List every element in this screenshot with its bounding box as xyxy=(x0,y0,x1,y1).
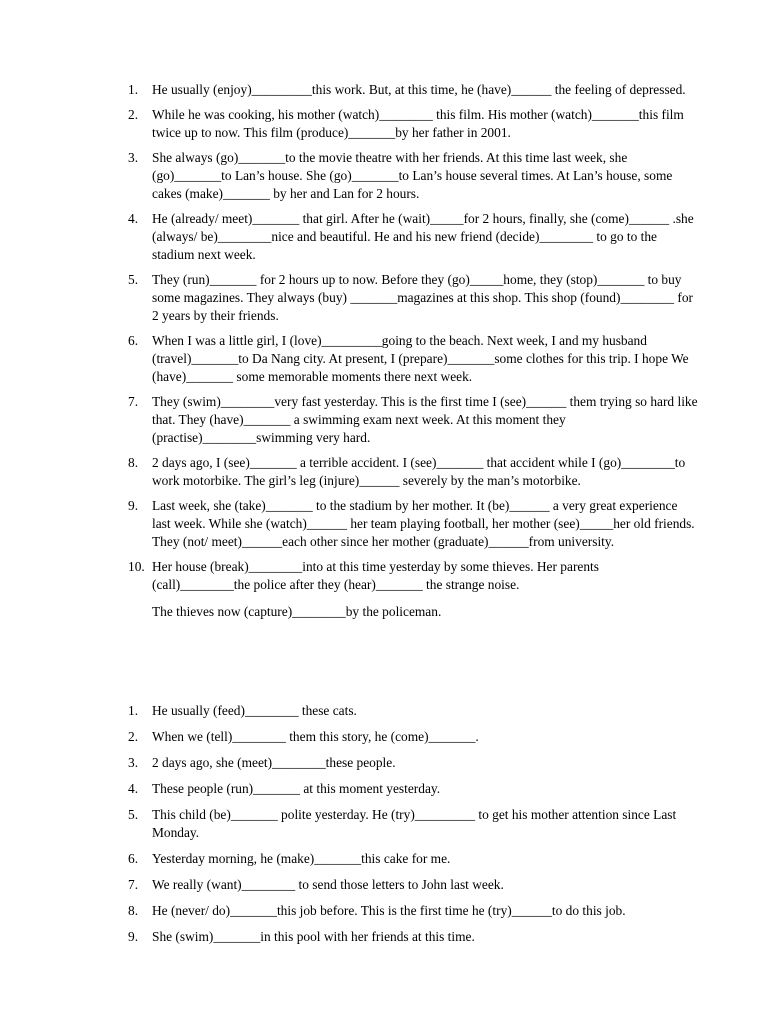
item-text: He (never/ do)_______this job before. This is the first time he (try)______to do this job. xyxy=(152,903,626,918)
item-text: He (already/ meet)_______ that girl. After he (wait)_____for 2 hours, finally, she (come)______ .she (always/ be)________nice and beautiful. He and his new friend (decide)________ to go to the stadium next week. xyxy=(152,211,694,262)
list-item xyxy=(128,850,698,868)
exercise-list-one xyxy=(128,81,698,629)
item-number: 4. xyxy=(128,211,139,226)
item-number: 9. xyxy=(128,929,139,944)
list-item xyxy=(128,780,698,798)
list-item xyxy=(128,558,698,594)
item-text: When we (tell)________ them this story, he (come)_______. xyxy=(152,729,479,744)
item-text: She (swim)_______in this pool with her friends at this time. xyxy=(152,929,475,944)
list-item xyxy=(128,754,698,772)
exercise-list-two xyxy=(128,702,698,954)
list-item xyxy=(128,81,698,99)
list-item xyxy=(128,876,698,894)
item-number: 2. xyxy=(128,107,139,122)
item-number: 5. xyxy=(128,272,139,287)
item-text: Yesterday morning, he (make)_______this cake for me. xyxy=(152,851,451,866)
item-text: We really (want)________ to send those letters to John last week. xyxy=(152,877,504,892)
item-number: 7. xyxy=(128,877,139,892)
list-item xyxy=(128,271,698,325)
list-item xyxy=(128,497,698,551)
item-number: 4. xyxy=(128,781,139,796)
list-item xyxy=(128,106,698,142)
item-text: They (run)_______ for 2 hours up to now. Before they (go)_____home, they (stop)_______ to buy some magazines. They always (buy) _______magazines at this shop. This shop (found)________ for 2 years by their friends. xyxy=(152,272,693,323)
item-text: He usually (enjoy)_________this work. But, at this time, he (have)______ the feeling of depressed. xyxy=(152,82,686,97)
item-number: 1. xyxy=(128,703,139,718)
list-item xyxy=(128,454,698,490)
item-number: 2. xyxy=(128,729,139,744)
item-text: 2 days ago, she (meet)________these people. xyxy=(152,755,396,770)
list-item xyxy=(128,332,698,386)
list-item xyxy=(128,702,698,720)
item-number: 3. xyxy=(128,150,139,165)
item-number: 8. xyxy=(128,455,139,470)
item-text: These people (run)_______ at this moment yesterday. xyxy=(152,781,441,796)
item-text: They (swim)________very fast yesterday. This is the first time I (see)______ them trying so hard like that. They (have)_______ a swimming exam next week. At this moment they (practise)________swimming very hard. xyxy=(152,394,698,445)
item-text: He usually (feed)________ these cats. xyxy=(152,703,357,718)
item-number: 6. xyxy=(128,333,139,348)
item-text: While he was cooking, his mother (watch)________ this film. His mother (watch)_______this film twice up to now. This film (produce)_______by her father in 2001. xyxy=(152,107,684,140)
list-item xyxy=(128,902,698,920)
list-item xyxy=(128,728,698,746)
item-text: 2 days ago, I (see)_______ a terrible accident. I (see)_______ that accident while I (go)________to work motorbike. The girl’s leg (injure)______ severely by the man’s motorbike. xyxy=(152,455,686,488)
item-text: She always (go)_______to the movie theatre with her friends. At this time last week, she (go)_______to Lan’s house. She (go)_______to Lan’s house several times. At Lan’s house, some cakes (make)_______ by her and Lan for 2 hours. xyxy=(152,150,673,201)
item-text: This child (be)_______ polite yesterday. He (try)_________ to get his mother attention since Last Monday. xyxy=(152,807,677,840)
list-item xyxy=(128,210,698,264)
item-number: 6. xyxy=(128,851,139,866)
item-number: 10. xyxy=(128,559,145,574)
list-item xyxy=(128,928,698,946)
item-text: When I was a little girl, I (love)_________going to the beach. Next week, I and my husband (travel)_______to Da Nang city. At present, I (prepare)_______some clothes for this trip. I hope We (have)_______ some memorable moments there next week. xyxy=(152,333,689,384)
item-text: Last week, she (take)_______ to the stadium by her mother. It (be)______ a very great experience last week. While she (watch)______ her team playing football, her mother (see)_____her old friends. They (not/ meet)______each other since her mother (graduate)______from university. xyxy=(152,498,695,549)
item-number: 8. xyxy=(128,903,139,918)
item-text: Her house (break)________into at this time yesterday by some thieves. Her parents (call)________the police after they (hear)_______ the strange noise. xyxy=(152,559,599,592)
item-number: 7. xyxy=(128,394,139,409)
list-item xyxy=(128,393,698,447)
item-number: 5. xyxy=(128,807,139,822)
item-continuation: The thieves now (capture)________by the policeman. xyxy=(152,604,442,619)
list-item xyxy=(128,806,698,842)
item-number: 9. xyxy=(128,498,139,513)
item-number: 3. xyxy=(128,755,139,770)
item-number: 1. xyxy=(128,82,139,97)
list-item xyxy=(128,149,698,203)
